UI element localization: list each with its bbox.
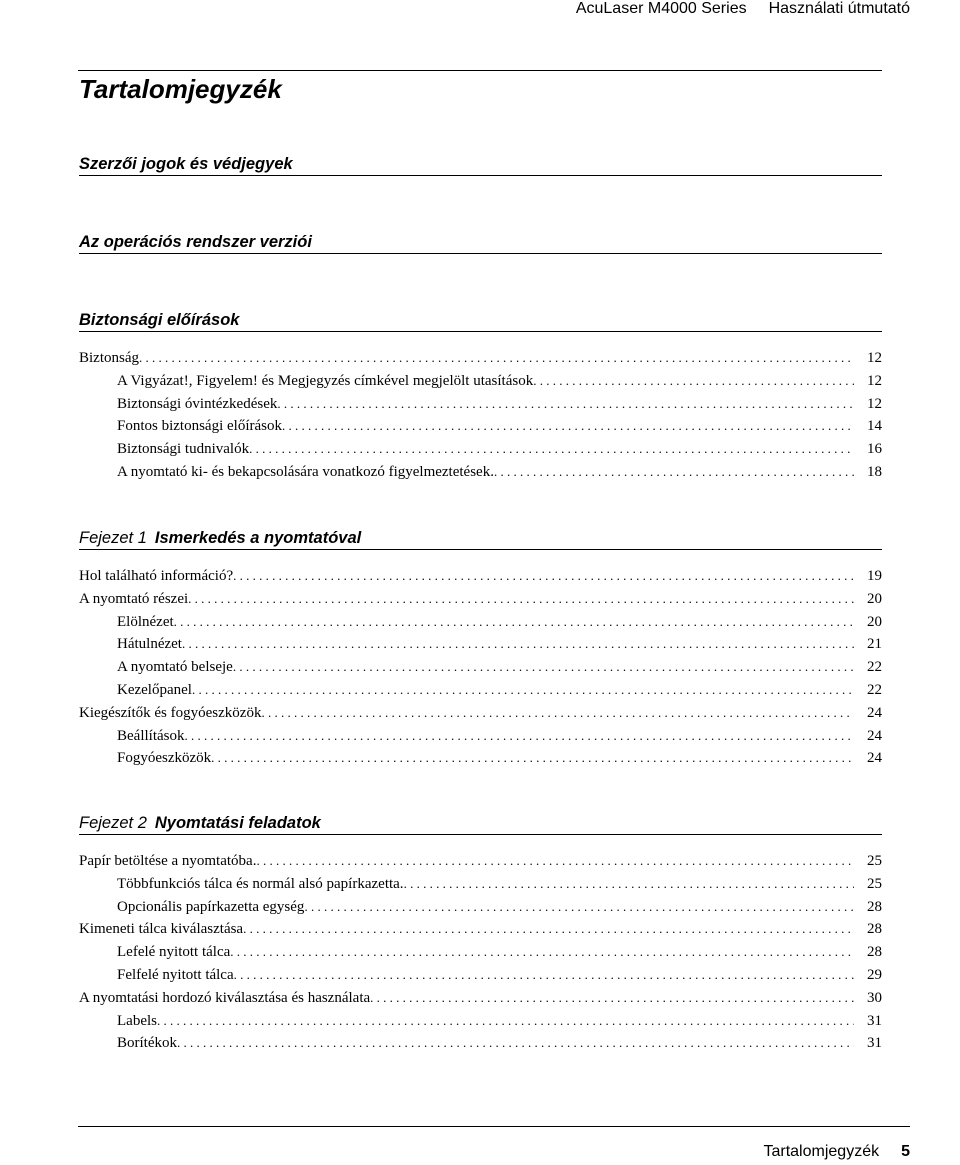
toc-entry-page: 25 xyxy=(867,875,882,892)
toc-entry[interactable] xyxy=(79,1032,882,1055)
chapter-title: Nyomtatási feladatok xyxy=(154,814,321,832)
toc-entry[interactable] xyxy=(79,370,882,393)
toc-entry[interactable] xyxy=(79,941,882,964)
toc-entry-page: 30 xyxy=(867,989,882,1006)
toc-entry-title: A Vigyázat!, Figyelem! és Megjegyzés címkével megjelölt utasítások xyxy=(117,372,534,389)
toc-entry-page: 12 xyxy=(867,350,882,366)
toc-entry[interactable] xyxy=(79,850,882,873)
toc-dot-leader xyxy=(256,850,854,873)
chapter-title: Ismerkedés a nyomtatóval xyxy=(154,529,362,547)
toc-dot-leader xyxy=(494,461,854,484)
toc-entry[interactable] xyxy=(79,702,882,725)
toc-entry-title: Kimeneti tálca kiválasztása xyxy=(79,921,244,938)
chapter-label: Fejezet 2 xyxy=(79,814,147,832)
toc-entry-page: 20 xyxy=(867,613,882,630)
toc-entry-title: Többfunkciós tálca és normál alsó papírkazetta. xyxy=(117,875,404,892)
toc-dot-leader xyxy=(282,415,854,438)
toc-entry[interactable] xyxy=(79,918,882,941)
toc-entry-title: Hátulnézet xyxy=(117,636,182,653)
toc-dot-leader xyxy=(188,588,854,611)
toc-entry[interactable] xyxy=(79,987,882,1010)
toc-entry-page: 31 xyxy=(867,1035,882,1052)
toc-entry-title: Fogyóeszközök xyxy=(117,750,212,767)
running-header xyxy=(554,0,910,18)
toc-entry-title: Papír betöltése a nyomtatóba. xyxy=(79,853,257,869)
toc-dot-leader xyxy=(185,725,855,748)
header-rule xyxy=(78,70,882,71)
toc-entry-title: Biztonság xyxy=(79,350,139,366)
toc-dot-leader xyxy=(370,987,854,1010)
chapter-heading[interactable] xyxy=(79,527,882,550)
toc-entry[interactable] xyxy=(79,347,882,370)
toc-entry-title: Biztonsági tudnivalók xyxy=(117,441,250,458)
section-chapter-1 xyxy=(79,527,882,770)
toc-entry[interactable] xyxy=(79,656,882,679)
toc-entry-title: Hol található információ? xyxy=(79,568,234,584)
toc-entry[interactable] xyxy=(79,896,882,919)
toc-list xyxy=(79,850,882,1055)
page-number: 5 xyxy=(901,1143,910,1160)
toc-entry-title: Borítékok xyxy=(117,1035,177,1052)
toc-entry-title: Opcionális papírkazetta egység xyxy=(117,898,305,915)
section-os-versions xyxy=(79,231,882,254)
toc-entry-title: A nyomtató belseje xyxy=(117,659,233,676)
toc-entry[interactable] xyxy=(79,415,882,438)
header-guide: Használati útmutató xyxy=(768,0,910,17)
toc-entry-page: 28 xyxy=(867,921,882,938)
toc-entry-page: 19 xyxy=(867,568,882,584)
toc-entry-page: 21 xyxy=(867,636,882,653)
toc-entry[interactable] xyxy=(79,633,882,656)
toc-entry[interactable] xyxy=(79,873,882,896)
toc-entry-page: 14 xyxy=(867,418,882,435)
page-title: Tartalomjegyzék xyxy=(79,74,282,104)
toc-entry-page: 12 xyxy=(867,372,882,389)
toc-entry-page: 22 xyxy=(867,659,882,676)
toc-dot-leader xyxy=(230,941,854,964)
page-footer xyxy=(763,1142,910,1162)
toc-entry-page: 24 xyxy=(867,750,882,767)
toc-entry-page: 25 xyxy=(867,853,882,869)
toc-dot-leader xyxy=(249,438,854,461)
toc-dot-leader xyxy=(243,918,854,941)
toc-entry[interactable] xyxy=(79,1010,882,1033)
toc-dot-leader xyxy=(404,873,854,896)
toc-entry-title: A nyomtató részei xyxy=(79,590,189,607)
toc-entry[interactable] xyxy=(79,588,882,611)
toc-entry-page: 24 xyxy=(867,727,882,744)
toc-list xyxy=(79,565,882,770)
toc-dot-leader xyxy=(277,393,854,416)
toc-entry[interactable] xyxy=(79,725,882,748)
footer-section: Tartalomjegyzék xyxy=(763,1143,880,1160)
toc-entry-page: 18 xyxy=(867,463,882,480)
toc-entry-page: 20 xyxy=(867,590,882,607)
toc-entry[interactable] xyxy=(79,565,882,588)
toc-entry[interactable] xyxy=(79,747,882,770)
toc-entry-page: 28 xyxy=(867,898,882,915)
toc-dot-leader xyxy=(234,964,854,987)
toc-entry[interactable] xyxy=(79,679,882,702)
toc-entry-page: 28 xyxy=(867,944,882,961)
toc-entry-title: A nyomtatási hordozó kiválasztása és használata xyxy=(79,989,371,1006)
toc-entry-page: 22 xyxy=(867,681,882,698)
toc-dot-leader xyxy=(211,747,854,770)
toc-list xyxy=(79,347,882,484)
section-chapter-2 xyxy=(79,812,882,1055)
toc-entry[interactable] xyxy=(79,438,882,461)
toc-entry-title: Beállítások xyxy=(117,727,185,744)
toc-dot-leader xyxy=(233,565,854,588)
toc-entry-page: 12 xyxy=(867,395,882,412)
toc-entry-title: Lefelé nyitott tálca xyxy=(117,944,231,961)
toc-entry-title: Biztonsági óvintézkedések xyxy=(117,395,278,412)
header-product: AcuLaser M4000 Series xyxy=(575,0,747,17)
toc-entry-title: A nyomtató ki- és bekapcsolására vonatkozó figyelmeztetések. xyxy=(117,463,494,480)
toc-dot-leader xyxy=(233,656,854,679)
section-heading[interactable]: Az operációs rendszer verziói xyxy=(79,231,882,254)
toc-entry-title: Fontos biztonsági előírások xyxy=(117,418,282,435)
toc-entry-title: Kiegészítők és fogyóeszközök xyxy=(79,704,262,721)
toc-entry-title: Felfelé nyitott tálca xyxy=(117,966,234,983)
footer-rule xyxy=(78,1126,910,1127)
toc-entry-page: 31 xyxy=(867,1012,882,1029)
toc-entry[interactable] xyxy=(79,393,882,416)
toc-dot-leader xyxy=(157,1010,854,1033)
toc-dot-leader xyxy=(139,347,854,370)
section-safety xyxy=(79,309,882,484)
toc-dot-leader xyxy=(304,896,854,919)
toc-entry-page: 24 xyxy=(867,704,882,721)
toc-entry[interactable] xyxy=(79,461,882,484)
toc-entry-page: 16 xyxy=(867,441,882,458)
toc-dot-leader xyxy=(533,370,854,393)
chapter-label: Fejezet 1 xyxy=(79,529,147,547)
toc-dot-leader xyxy=(177,1032,854,1055)
section-heading[interactable]: Biztonsági előírások xyxy=(79,309,882,332)
toc-entry[interactable] xyxy=(79,964,882,987)
toc-dot-leader xyxy=(192,679,854,702)
toc-entry-page: 29 xyxy=(867,966,882,983)
toc-dot-leader xyxy=(182,633,854,656)
toc-dot-leader xyxy=(174,611,854,634)
toc-entry-title: Labels xyxy=(117,1012,157,1029)
toc-entry-title: Kezelőpanel xyxy=(117,681,192,698)
toc-dot-leader xyxy=(261,702,854,725)
chapter-heading[interactable] xyxy=(79,812,882,835)
section-copyright xyxy=(79,153,882,176)
toc-entry[interactable] xyxy=(79,611,882,634)
toc-entry-title: Elölnézet xyxy=(117,613,174,630)
section-heading[interactable]: Szerzői jogok és védjegyek xyxy=(79,153,882,176)
